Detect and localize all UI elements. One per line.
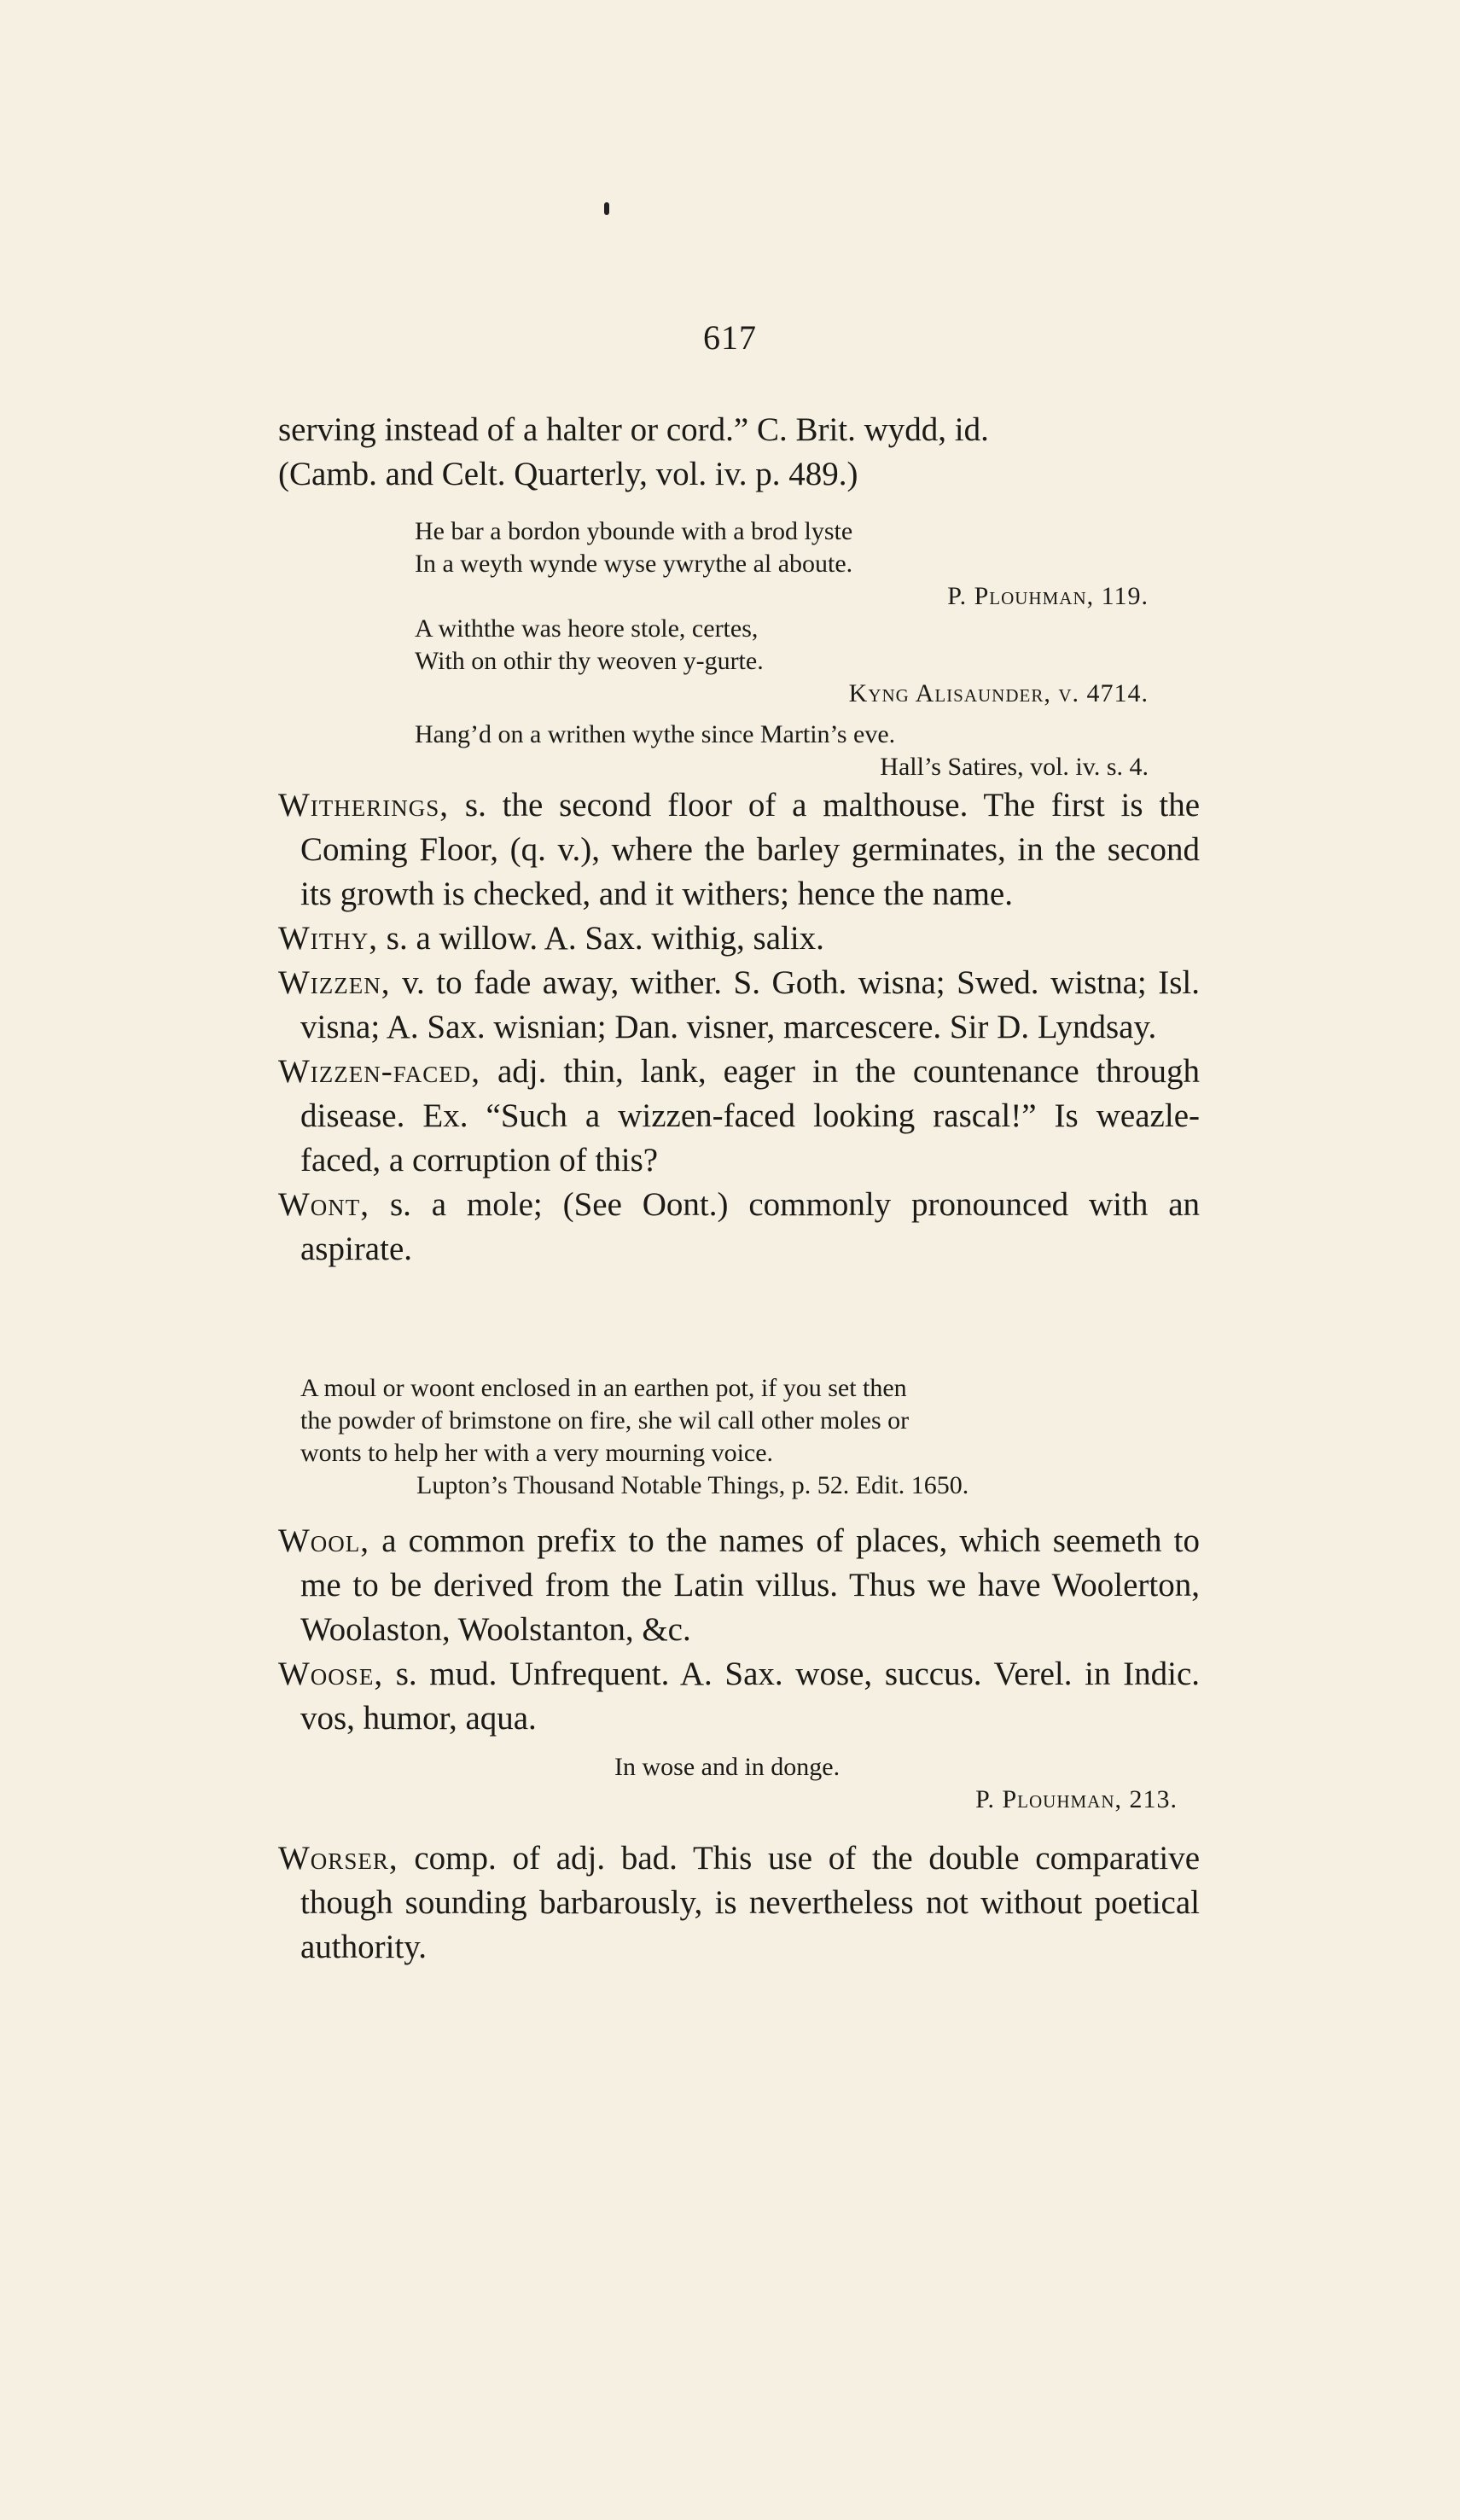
dictionary-entry [278, 1519, 1200, 1652]
quote-line: the powder of brimstone on fire, she wil call other moles or [300, 1406, 910, 1435]
entry-headword: Wont, [278, 1186, 370, 1223]
dictionary-entry [278, 1050, 1200, 1183]
quote-line: Hang’d on a writhen wythe since Martin’s eve. [415, 720, 896, 748]
quote-line: wonts to help her with a very mourning voice. [300, 1439, 774, 1467]
quote-citation: P. Plouhman, 119. [947, 582, 1149, 610]
quote-citation: P. Plouhman, 213. [975, 1785, 1178, 1813]
quotation-block [415, 515, 1149, 783]
entry-headword: Worser, [278, 1840, 398, 1877]
entry-text: a common prefix to the names of places, which seemeth to me to be derived from the Latin villus. Thus we have Woolerton, Woolaston, Woolstanton, &c. [300, 1522, 1200, 1648]
page-number: 617 [703, 318, 757, 357]
quote-line: A moul or woont enclosed in an earthen pot, if you set then [300, 1374, 907, 1402]
quote-line: In wose and in donge. [614, 1753, 841, 1781]
dictionary-entry [278, 1652, 1200, 1741]
dictionary-entry [278, 1183, 1200, 1272]
ink-mark [604, 202, 609, 215]
quote-citation: Kyng Alisaunder, v. 4714. [848, 679, 1149, 707]
intro-line: (Camb. and Celt. Quarterly, vol. iv. p. 489.) [278, 456, 858, 492]
entry-headword: Wizzen, [278, 964, 391, 1001]
entry-text: adj. thin, lank, eager in the countenance through disease. Ex. “Such a wizzen-faced looking rascal!” Is weazle-faced, a corruption of this? [300, 1053, 1201, 1179]
quote-line: He bar a bordon ybounde with a brod lyste [415, 517, 853, 545]
entry-headword: Withy, [278, 920, 379, 957]
quote-citation: Lupton’s Thousand Notable Things, p. 52. Edit. 1650. [416, 1471, 969, 1499]
quotation-block [300, 1372, 1188, 1502]
entry-text: s. a mole; (See Oont.) commonly pronounced with an aspirate. [300, 1186, 1200, 1267]
entry-text: v. to fade away, wither. S. Goth. wisna; Swed. wistna; Isl. visna; A. Sax. wisnian; Dan. visner, marcescere. Sir D. Lyndsay. [300, 964, 1201, 1045]
entry-headword: Woose, [278, 1656, 384, 1692]
dictionary-entry [278, 917, 1200, 961]
entry-text: s. the second floor of a malthouse. The first is the Coming Floor, (q. v.), where the barley germinates, in the second its growth is checked, and it withers; hence the name. [300, 787, 1200, 912]
dictionary-entry [278, 783, 1200, 917]
quotation-block [614, 1751, 1178, 1816]
dictionary-entry [278, 961, 1200, 1050]
entry-headword: Wool, [278, 1522, 370, 1559]
entries-group [278, 1836, 1200, 1970]
intro-continuation [278, 408, 1200, 497]
entry-headword: Witherings, [278, 787, 450, 824]
quote-line: With on othir thy weoven y-gurte. [415, 647, 764, 675]
entry-text: s. a willow. A. Sax. withig, salix. [386, 920, 824, 957]
quote-line: A withthe was heore stole, certes, [415, 614, 759, 643]
dictionary-entry [278, 1836, 1200, 1970]
entries-group [278, 783, 1200, 1272]
entry-text: s. mud. Unfrequent. A. Sax. wose, succus. Verel. in Indic. vos, humor, aqua. [300, 1656, 1201, 1737]
entries-group [278, 1519, 1200, 1741]
entry-headword: Wizzen-faced, [278, 1053, 481, 1090]
intro-line: serving instead of a halter or cord.” C. Brit. wydd, id. [278, 411, 989, 448]
entry-text: comp. of adj. bad. This use of the double comparative though sounding barbarously, is nevertheless not without poetical authority. [300, 1840, 1201, 1965]
quote-citation: Hall’s Satires, vol. iv. s. 4. [880, 753, 1149, 781]
quote-line: In a weyth wynde wyse ywrythe al aboute. [415, 550, 853, 578]
